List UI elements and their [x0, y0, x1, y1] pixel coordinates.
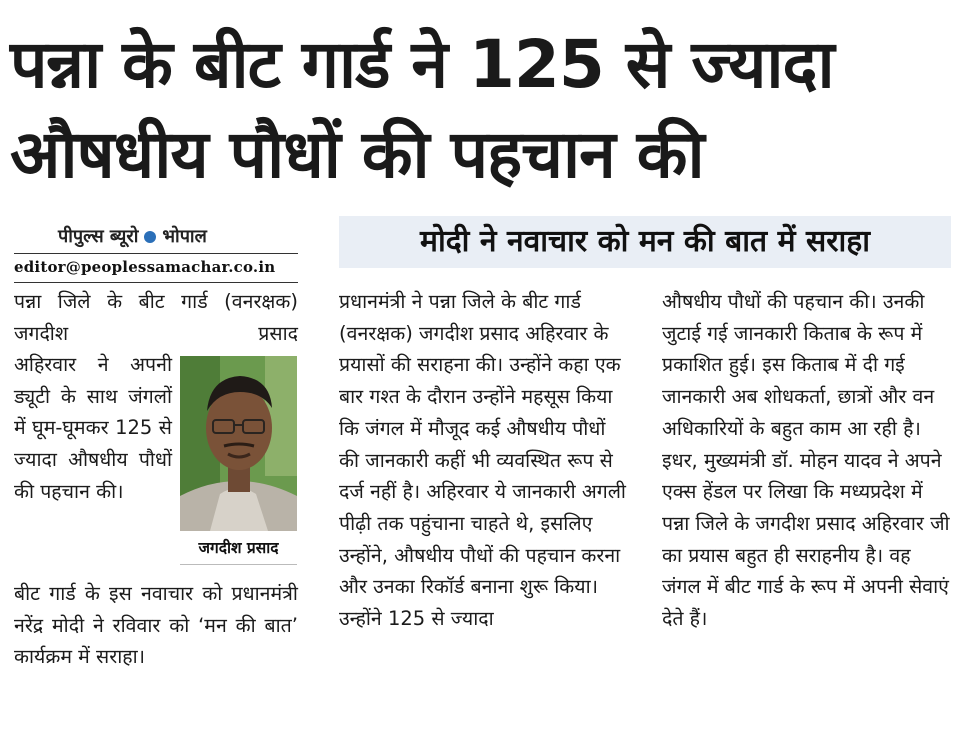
column-1-bottom-text: बीट गार्ड के इस नवाचार को प्रधानमंत्री नरेंद्र मोदी ने रविवार को ‘मन की बात’ कार्यक्रम में सराहा। — [14, 582, 298, 669]
column-1-mid-text: अहिरवार ने अपनी ड्यूटी के साथ जंगलों में घूम-घूमकर 125 से ज्यादा औषधीय पौधों की पहचान की। — [14, 353, 172, 503]
column-1-top-text: पन्ना जिले के बीट गार्ड (वनरक्षक) जगदीश प्रसाद — [14, 290, 298, 345]
headline-line-1: पन्ना के बीट गार्ड ने 125 से ज्यादा — [10, 26, 834, 103]
portrait-illustration — [180, 356, 297, 531]
headline — [10, 20, 955, 200]
bullet-dot-icon — [144, 231, 156, 243]
byline-city: भोपाल — [162, 226, 207, 247]
divider — [14, 253, 298, 254]
column-2-text: प्रधानमंत्री ने पन्ना जिले के बीट गार्ड (वनरक्षक) जगदीश प्रसाद अहिरवार के प्रयासों की सराहना की। उन्होंने कहा एक बार गश्त के दौरान उन्होंने महसूस किया कि जंगल में मौजूद कई औषधीय पौधों की जानकारी कहीं भी व्यवस्थित रूप से दर्ज नहीं है। अहिरवार ये जानकारी अगली पीढ़ी तक पहुंचाना चाहते थे, इसलिए उन्होंने, औषधीय पौधों की पहचान करना और उनका रिकॉर्ड बनाना शुरू किया। उन्होंने 125 से ज्यादा — [339, 290, 626, 631]
subheadline: मोदी ने नवाचार को मन की बात में सराहा — [339, 216, 951, 268]
byline-bureau: पीपुल्स ब्यूरो — [58, 226, 139, 247]
column-3-text: औषधीय पौधों की पहचान की। उनकी जुटाई गई जानकारी किताब के रूप में प्रकाशित हुई। इस किताब में दी गई जानकारी अब शोधकर्ता, छात्रों और वन अधिकारियों के बहुत काम आ रही है। इधर, मुख्यमंत्री डॉ. मोहन यादव ने अपने एक्स हेंडल पर लिखा कि मध्यप्रदेश में पन्ना जिले के जगदीश प्रसाद अहिरवार जी का प्रयास बहुत ही सराहनीय है। वह जंगल में बीट गार्ड के रूप में अपनी सेवाएं देते हैं। — [662, 290, 950, 631]
photo-caption: जगदीश प्रसाद — [180, 532, 297, 565]
divider — [14, 282, 298, 283]
headline-line-2: औषधीय पौधों की पहचान की — [10, 116, 704, 193]
editor-email: editor@peoplessamachar.co.in — [14, 258, 276, 276]
byline — [58, 224, 207, 248]
portrait-photo — [180, 356, 297, 531]
